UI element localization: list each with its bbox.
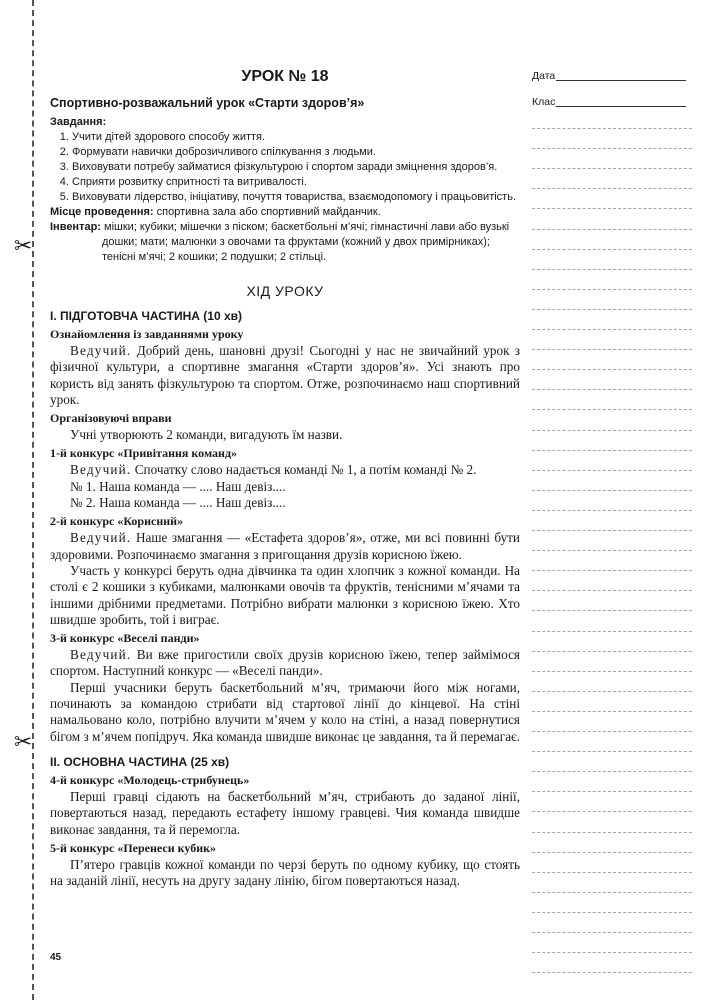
- ruled-line: [532, 249, 692, 250]
- task-item: 5. Виховувати лідерство, ініціативу, почуття товариства, взаємодопомогу і працьовитість.: [72, 190, 520, 205]
- ruled-line: [532, 731, 692, 732]
- lesson-progress-heading: ХІД УРОКУ: [246, 283, 324, 299]
- contest2-paragraph: Участь у конкурсі беруть одна дівчинка та один хлопчик з кожної команди. На столі є 2 кошики з кубиками, малюнками овочів та фруктів, тенісними м’ячами та іншими дрібними предметами. Потрібно вибрати малюнки з корисною їжею. Хто швидше зробить, той і виграє.: [50, 562, 520, 627]
- ruled-line: [532, 852, 692, 853]
- cut-line: [32, 0, 34, 1000]
- ruled-line: [532, 832, 692, 833]
- place-label: Місце проведення:: [50, 206, 154, 218]
- contest1-line: № 2. Наша команда — .... Наш девіз....: [70, 495, 286, 511]
- ruled-line: [532, 610, 692, 611]
- inventory-label: Інвентар:: [50, 221, 101, 233]
- ruled-line: [532, 430, 692, 431]
- tasks-list: [50, 130, 520, 205]
- contest3-paragraph: Ведучий. Ви вже пригостили своїх друзів корисною їжею, тепер займімося спортом. Наступний конкурс — «Веселі панди».: [50, 647, 520, 679]
- part1-heading: І. ПІДГОТОВЧА ЧАСТИНА (10 хв): [50, 309, 243, 323]
- place-info: [50, 205, 520, 220]
- ruled-line: [532, 932, 692, 933]
- contest2-heading: 2-й конкурс «Корисний»: [50, 514, 184, 529]
- task-item: 1. Учити дітей здорового способу життя.: [72, 130, 520, 145]
- tasks-label: Завдання:: [50, 116, 107, 128]
- ruled-line: [532, 389, 692, 390]
- ruled-line: [532, 229, 692, 230]
- contest3-heading: 3-й конкурс «Веселі панди»: [50, 631, 200, 646]
- ruled-line: [532, 289, 692, 290]
- ruled-line: [532, 972, 692, 973]
- scissors-icon: ✂: [14, 730, 33, 755]
- date-underline: [556, 80, 686, 81]
- intro-heading: Ознайомлення із завданнями уроку: [50, 327, 244, 341]
- contest4-heading: 4-й конкурс «Молодець-стрибунець»: [50, 772, 250, 787]
- contest2-paragraph: Ведучий. Наше змагання — «Естафета здоров’я», отже, ми всі повинні бути здоровими. Розпочинаємо змагання з пригощання друзів корисною їжею.: [50, 530, 520, 562]
- inventory-info: [50, 220, 520, 265]
- intro-paragraph: Ведучий. Добрий день, шановні друзі! Сьогодні у нас не звичайний урок з фізичної культури, а спортивне змагання «Старти здоров’я». Усі знають про користь від занять фізкультурою та спортом. Отже, розпочинаємо наш спортивний урок.: [50, 343, 520, 407]
- ruled-line: [532, 651, 692, 652]
- ruled-line: [532, 530, 692, 531]
- contest5-heading: 5-й конкурс «Перенеси кубик»: [50, 840, 217, 855]
- class-label: Клас: [532, 96, 556, 108]
- ruled-line: [532, 269, 692, 270]
- notes-column: [532, 0, 692, 1000]
- ruled-line: [532, 550, 692, 551]
- ruled-line: [532, 490, 692, 491]
- class-underline: [556, 106, 686, 107]
- ruled-line: [532, 791, 692, 792]
- ruled-line: [532, 168, 692, 169]
- place-text: спортивна зала або спортивний майданчик.: [153, 206, 381, 218]
- contest1-paragraph: Ведучий. Спочатку слово надається команді № 1, а потім команді № 2.: [70, 462, 477, 478]
- ruled-line: [532, 811, 692, 812]
- contest1-line: № 1. Наша команда — .... Наш девіз....: [70, 478, 286, 494]
- inventory-text: мішки; кубики; мішечки з піском; баскетбольні м’ячі; гімнастичні лави або вузькі дошки; мати; малюнки з овочами та фруктами (кожний у двох примірниках); тенісні м’ячі; 2 кошики; 2 подушки; 2 стільці.: [100, 221, 510, 263]
- ruled-line: [532, 671, 692, 672]
- ruled-line: [532, 771, 692, 772]
- ruled-line: [532, 691, 692, 692]
- org-heading: Організовуючі вправи: [50, 411, 172, 426]
- lesson-content: [50, 68, 520, 889]
- ruled-line: [532, 510, 692, 511]
- ruled-line: [532, 631, 692, 632]
- contest5-paragraph: П’ятеро гравців кожної команди по черзі беруть по одному кубику, що стоять на заданій лінії, несуть на другу задану лінію, бігом повертаються назад.: [50, 856, 520, 889]
- lesson-title: УРОК № 18: [241, 68, 329, 85]
- date-label: Дата: [532, 70, 556, 82]
- ruled-line: [532, 369, 692, 370]
- ruled-line: [532, 590, 692, 591]
- ruled-line: [532, 450, 692, 451]
- ruled-line: [532, 570, 692, 571]
- ruled-line: [532, 470, 692, 471]
- task-item: 3. Виховувати потребу займатися фізкультурою і спортом заради зміцнення здоров’я.: [72, 160, 520, 175]
- ruled-line: [532, 309, 692, 310]
- ruled-line: [532, 751, 692, 752]
- ruled-line: [532, 952, 692, 953]
- date-field[interactable]: [532, 70, 555, 82]
- contest3-paragraph: Перші учасники беруть баскетбольний м’яч, тримаючи його між ногами, починають за командою стрибати від стартової лінії до кінцевої. На стіні намальовано коло, потрібно влучити м’ячем у коло на стіні, а назад повернутися бігом з м’ячем попідруч. Яка команда швидше виконає це завдання, та й перемагає.: [50, 679, 521, 744]
- class-field[interactable]: [532, 96, 555, 108]
- ruled-line: [532, 329, 692, 330]
- scissors-icon: ✂: [14, 234, 33, 259]
- ruled-line: [532, 892, 692, 893]
- contest4-paragraph: Перші гравці сідають на баскетбольний м’яч, стрибають до заданої лінії, повертаються назад, передають естафету іншому гравцеві. Чия команда швидше виконає завдання, та й перемогла.: [50, 788, 520, 837]
- ruled-line: [532, 208, 692, 209]
- task-item: 2. Формувати навички доброзичливого спілкування з людьми.: [72, 145, 520, 160]
- ruled-line: [532, 188, 692, 189]
- ruled-line: [532, 409, 692, 410]
- lesson-subtitle: Спортивно-розважальний урок «Старти здоров’я»: [50, 96, 365, 110]
- contest1-heading: 1-й конкурс «Привітання команд»: [50, 446, 238, 461]
- ruled-line: [532, 128, 692, 129]
- ruled-line: [532, 711, 692, 712]
- ruled-line: [532, 912, 692, 913]
- part2-heading: ІІ. ОСНОВНА ЧАСТИНА (25 хв): [50, 754, 230, 769]
- ruled-line: [532, 349, 692, 350]
- page-number: 45: [50, 952, 62, 963]
- ruled-line: [532, 872, 692, 873]
- org-paragraph: Учні утворюють 2 команди, вигадують їм назви.: [70, 427, 343, 443]
- task-item: 4. Сприяти розвитку спритності та витривалості.: [72, 175, 520, 190]
- ruled-line: [532, 148, 692, 149]
